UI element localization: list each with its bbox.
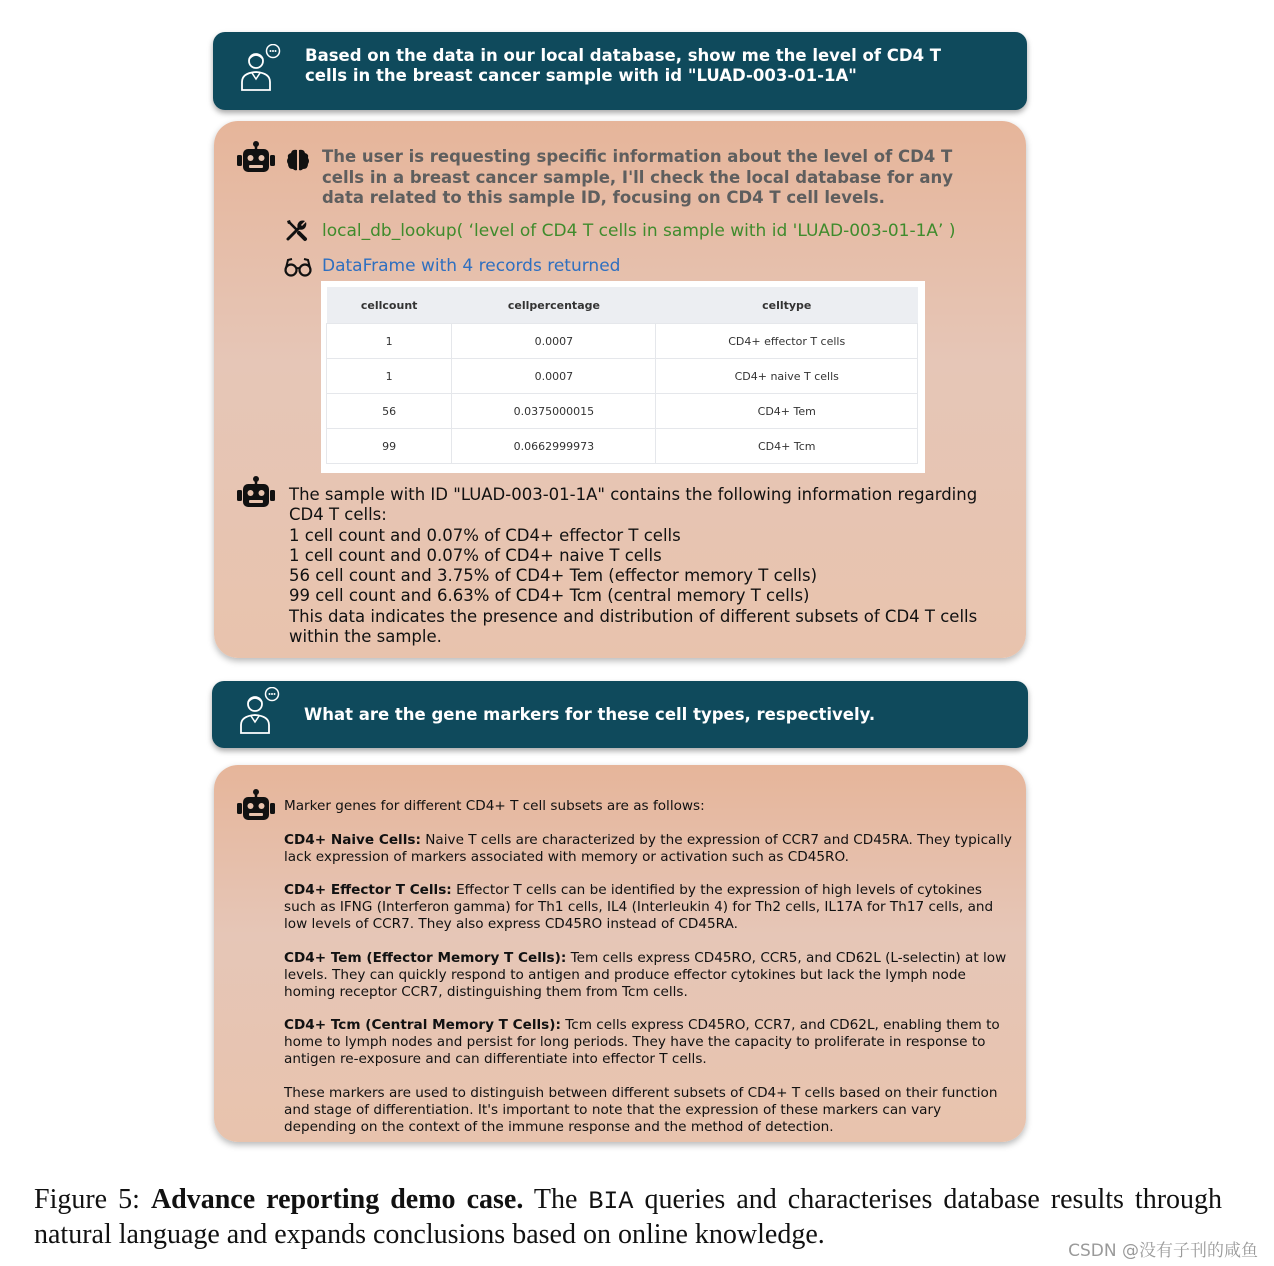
table-row xyxy=(327,324,918,359)
dataframe-table-container xyxy=(321,281,925,473)
table-cell: CD4+ Tcm xyxy=(656,429,918,464)
marker-section-body: Tem cells express CD45RO, CCR5, and CD62L (L-selectin) at low levels. They can quickly respond to antigen and produce effector cytokines but lack the lymph node homing receptor CCR7, distinguishing them from Tcm cells. xyxy=(284,949,1007,1000)
marker-section-body: Tcm cells express CD45RO, CCR7, and CD62L, enabling them to home to lymph nodes and persist for long periods. They have the capacity to proliferate in response to antigen re-exposure and can differentiate into effector T cells. xyxy=(284,1017,1000,1067)
answer-line: 1 cell count and 0.07% of CD4+ naive T cells xyxy=(289,545,662,565)
user-avatar-icon xyxy=(239,44,281,92)
marker-section xyxy=(284,1017,1014,1068)
marker-section-title: CD4+ Effector T Cells: xyxy=(284,882,452,898)
table-row xyxy=(327,359,918,394)
dataframe-table xyxy=(326,287,918,464)
table-cell: CD4+ naive T cells xyxy=(656,359,918,394)
marker-section-body: Effector T cells can be identified by the expression of high levels of cytokines such as IFNG (Interferon gamma) for Th1 cells, IL4 (Interleukin 4) for Th2 cells, IL17A for Th17 cells, and low levels of CCR7. They also express CD45RO instead of CD45RA. xyxy=(284,882,994,932)
column-header: cellcount xyxy=(327,287,452,324)
agent-answer-text xyxy=(289,485,1012,647)
glasses-icon xyxy=(284,257,312,277)
answer-line: 1 cell count and 0.07% of CD4+ effector T cells xyxy=(289,525,681,545)
user-query-text: What are the gene markers for these cell types, respectively. xyxy=(304,705,876,724)
caption-body: queries and characterises database results through natural language and expands conclusions based on online knowledge. xyxy=(34,1184,1223,1250)
watermark: CSDN @没有子刊的咸鱼 xyxy=(1068,1241,1258,1261)
observation-text: DataFrame with 4 records returned xyxy=(322,256,621,276)
tools-icon xyxy=(285,218,309,242)
column-header: cellpercentage xyxy=(452,287,656,324)
marker-section xyxy=(284,950,1014,1001)
table-cell: CD4+ effector T cells xyxy=(656,324,918,359)
table-header-row xyxy=(327,287,918,324)
table-cell: 0.0007 xyxy=(452,359,656,394)
column-header: celltype xyxy=(656,287,918,324)
robot-icon xyxy=(237,141,275,175)
robot-icon xyxy=(237,789,275,823)
agent-thought-text: The user is requesting specific information about the level of CD4 T cells in a breast cancer sample, I'll check the local database for any data related to this sample ID, focusing on CD4 T cell levels. xyxy=(322,147,953,207)
agent-response-box-2 xyxy=(214,765,1026,1142)
caption-label: Figure 5: xyxy=(34,1184,140,1215)
robot-icon xyxy=(237,476,275,510)
user-query-text: Based on the data in our local database, show me the level of CD4 T cells in the breast cancer sample with id "LUAD-003-01-1A" xyxy=(305,46,942,85)
marker-section-body: Naive T cells are characterized by the expression of CCR7 and CD45RA. They typically lack expression of markers associated with memory or activation such as CD45RO. xyxy=(284,831,1012,865)
table-cell: CD4+ Tem xyxy=(656,394,918,429)
answer-line: 99 cell count and 6.63% of CD4+ Tcm (central memory T cells) xyxy=(289,586,810,606)
marker-intro: Marker genes for different CD4+ T cell subsets are as follows: xyxy=(284,798,705,814)
figure-caption xyxy=(34,1183,1222,1251)
marker-section xyxy=(284,882,1014,933)
brain-icon xyxy=(286,148,310,172)
user-query-box-1 xyxy=(213,32,1027,110)
user-avatar-icon xyxy=(238,687,280,735)
marker-section-title: CD4+ Tem (Effector Memory T Cells): xyxy=(284,949,567,966)
caption-bia: BIA xyxy=(588,1187,634,1216)
table-cell: 0.0662999973 xyxy=(452,429,656,464)
marker-section-title: CD4+ Tcm (Central Memory T Cells): xyxy=(284,1017,561,1033)
tool-call-text: local_db_lookup( ‘level of CD4 T cells in sample with id 'LUAD-003-01-1A’ ) xyxy=(322,221,956,241)
answer-line: This data indicates the presence and distribution of different subsets of CD4 T cells within the sample. xyxy=(289,606,978,647)
table-cell: 0.0007 xyxy=(452,324,656,359)
caption-pre: The xyxy=(533,1184,578,1215)
caption-title: Advance reporting demo case. xyxy=(150,1184,524,1215)
agent-response-box-1 xyxy=(214,121,1026,658)
table-cell: 1 xyxy=(327,359,452,394)
table-cell: 56 xyxy=(327,394,452,429)
table-row xyxy=(327,429,918,464)
marker-genes-text xyxy=(284,798,1014,1152)
table-cell: 0.0375000015 xyxy=(452,394,656,429)
marker-section xyxy=(284,832,1014,866)
table-cell: 1 xyxy=(327,324,452,359)
table-cell: 99 xyxy=(327,429,452,464)
answer-line: 56 cell count and 3.75% of CD4+ Tem (effector memory T cells) xyxy=(289,566,818,586)
marker-outro: These markers are used to distinguish between different subsets of CD4+ T cells based on their function and stage of differentiation. It's important to note that the expression of these markers can vary depending on the context of the immune response and the method of detection. xyxy=(284,1084,998,1135)
answer-line: The sample with ID "LUAD-003-01-1A" contains the following information regarding CD4 T cells: xyxy=(289,485,978,525)
marker-section-title: CD4+ Naive Cells: xyxy=(284,831,421,848)
table-row xyxy=(327,394,918,429)
user-query-box-2 xyxy=(212,681,1028,748)
